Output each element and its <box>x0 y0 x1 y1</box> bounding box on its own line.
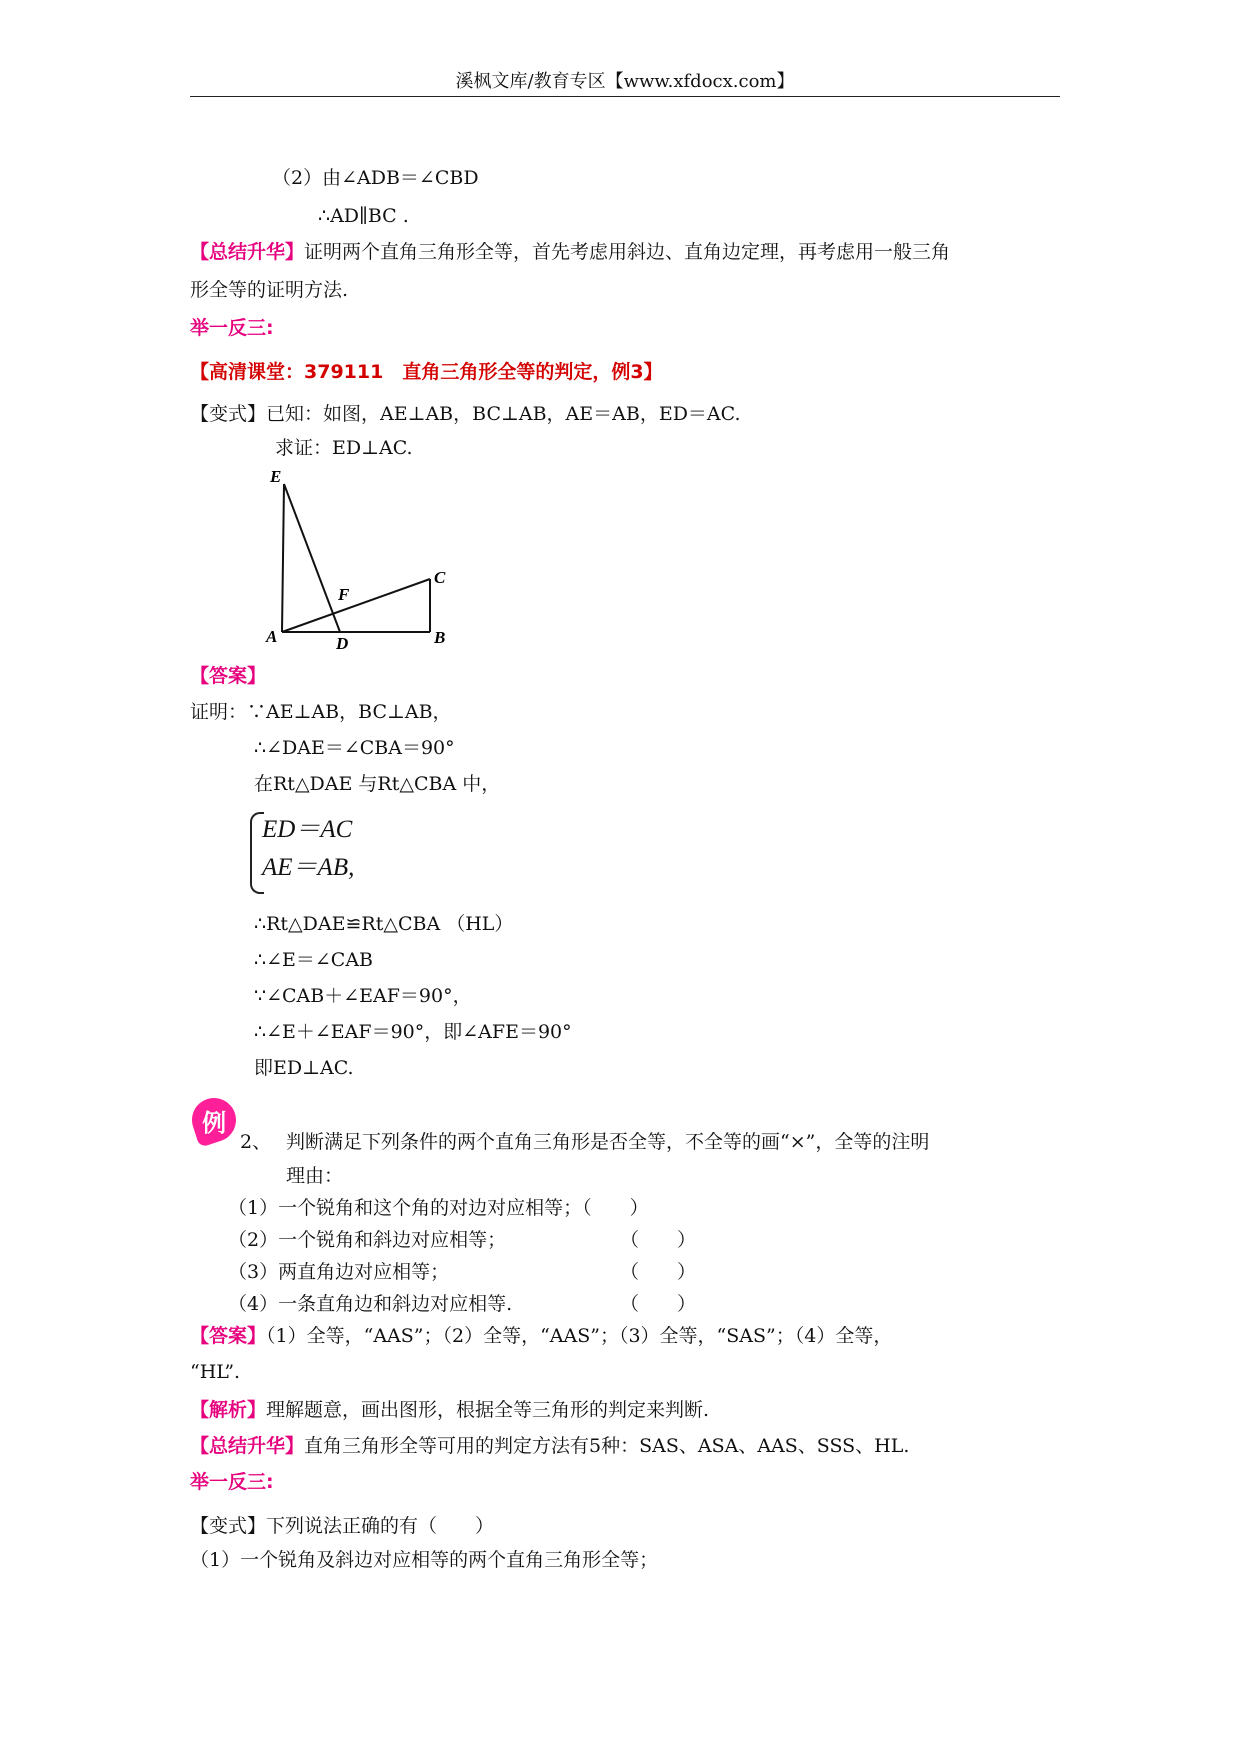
example-2-item-3: （3）两直角边对应相等； <box>228 1261 450 1283</box>
variant-1-prove: 求证：ED⊥AC. <box>275 437 413 459</box>
answer-2-line-b: “HL”. <box>190 1361 241 1383</box>
label-f: F <box>338 585 350 604</box>
example-2-text-a: 判断满足下列条件的两个直角三角形是否全等，不全等的画“×”，全等的注明 <box>286 1131 930 1153</box>
variant-2-line-2: （1）一个锐角及斜边对应相等的两个直角三角形全等； <box>190 1549 659 1571</box>
summary-2-label: 【总结升华】 <box>190 1435 305 1457</box>
summary-label: 【总结升华】 <box>190 241 305 263</box>
answer-1-after-1: ∴∠E＝∠CAB <box>254 949 374 971</box>
analysis-label: 【解析】 <box>190 1399 267 1421</box>
answer-1-after-2: ∵∠CAB＋∠EAF＝90°， <box>254 985 472 1007</box>
example-2-item-1: （1）一个锐角和这个角的对边对应相等；（ ） <box>228 1197 649 1219</box>
example-2-blank-3: （ ） <box>620 1261 697 1283</box>
step-2-line: （2）由∠ADB＝∠CBD <box>272 167 479 189</box>
answer-1-after-3: ∴∠E＋∠EAF＝90°，即∠AFE＝90° <box>254 1021 572 1043</box>
label-d: D <box>336 634 349 653</box>
example-2-blank-2: （ ） <box>620 1229 697 1251</box>
answer-2-label: 【答案】 <box>190 1325 267 1347</box>
system-eq-2: AE＝AB, <box>262 854 355 881</box>
segment-ed <box>284 484 340 632</box>
answer-1-after-4: 即ED⊥AC. <box>254 1057 354 1079</box>
answer-2-line-a <box>190 1324 892 1348</box>
variant-2-line-1: 【变式】下列说法正确的有（ ） <box>190 1515 495 1537</box>
video-lesson-title: 【高清课堂：379111 直角三角形全等的判定，例3】 <box>190 361 663 383</box>
variant-1-given: 【变式】已知：如图，AE⊥AB，BC⊥AB，AE＝AB，ED＝AC. <box>190 403 741 425</box>
analysis-text: 理解题意，画出图形，根据全等三角形的判定来判断. <box>266 1399 710 1421</box>
example-2-blank-4: （ ） <box>620 1293 697 1315</box>
answer-1-after-0: ∴Rt△DAE≌Rt△CBA （HL） <box>254 913 514 935</box>
summary-text-a: 证明两个直角三角形全等，首先考虑用斜边、直角边定理，再考虑用一般三角 <box>304 241 951 263</box>
conclusion-parallel: ∴AD∥BC . <box>318 205 409 227</box>
example-2-number: 2、 <box>240 1131 272 1153</box>
example-badge-text: 例 <box>202 1108 226 1137</box>
summary-2-text: 直角三角形全等可用的判定方法有5种：SAS、ASA、AAS、SSS、HL. <box>304 1435 910 1457</box>
juyi-heading-2: 举一反三: <box>190 1471 274 1493</box>
answer-1-line-2: 在Rt△DAE 与Rt△CBA 中， <box>254 773 501 795</box>
segment-ac <box>282 579 430 632</box>
answer-1-line-0: 证明：∵AE⊥AB，BC⊥AB， <box>190 701 452 723</box>
summary-1-line-b: 形全等的证明方法. <box>190 279 349 301</box>
system-eq-1: ED＝AC <box>262 816 353 843</box>
example-2-text-b: 理由： <box>286 1165 344 1187</box>
page-header: 溪枫文库/教育专区【www.xfdocx.com】 <box>190 72 1060 97</box>
answer-1-label: 【答案】 <box>190 665 267 687</box>
answer-1-line-1: ∴∠DAE＝∠CBA＝90° <box>254 737 455 759</box>
example-2-item-2: （2）一个锐角和斜边对应相等； <box>228 1229 507 1251</box>
label-c: C <box>434 568 446 587</box>
analysis-line <box>190 1398 709 1422</box>
juyi-heading-1: 举一反三: <box>190 317 274 339</box>
example-badge <box>186 1092 241 1147</box>
label-a: A <box>266 627 278 646</box>
segment-ea <box>282 484 284 632</box>
summary-2-line <box>190 1434 909 1458</box>
label-b: B <box>434 628 446 647</box>
example-2-item-4: （4）一条直角边和斜边对应相等. <box>228 1293 513 1315</box>
label-e: E <box>270 467 282 486</box>
summary-1-line-a <box>190 240 950 264</box>
geometry-figure <box>258 462 468 654</box>
answer-2-text-a: （1）全等，“AAS”；（2）全等，“AAS”；（3）全等，“SAS”；（4）全等， <box>266 1325 893 1347</box>
